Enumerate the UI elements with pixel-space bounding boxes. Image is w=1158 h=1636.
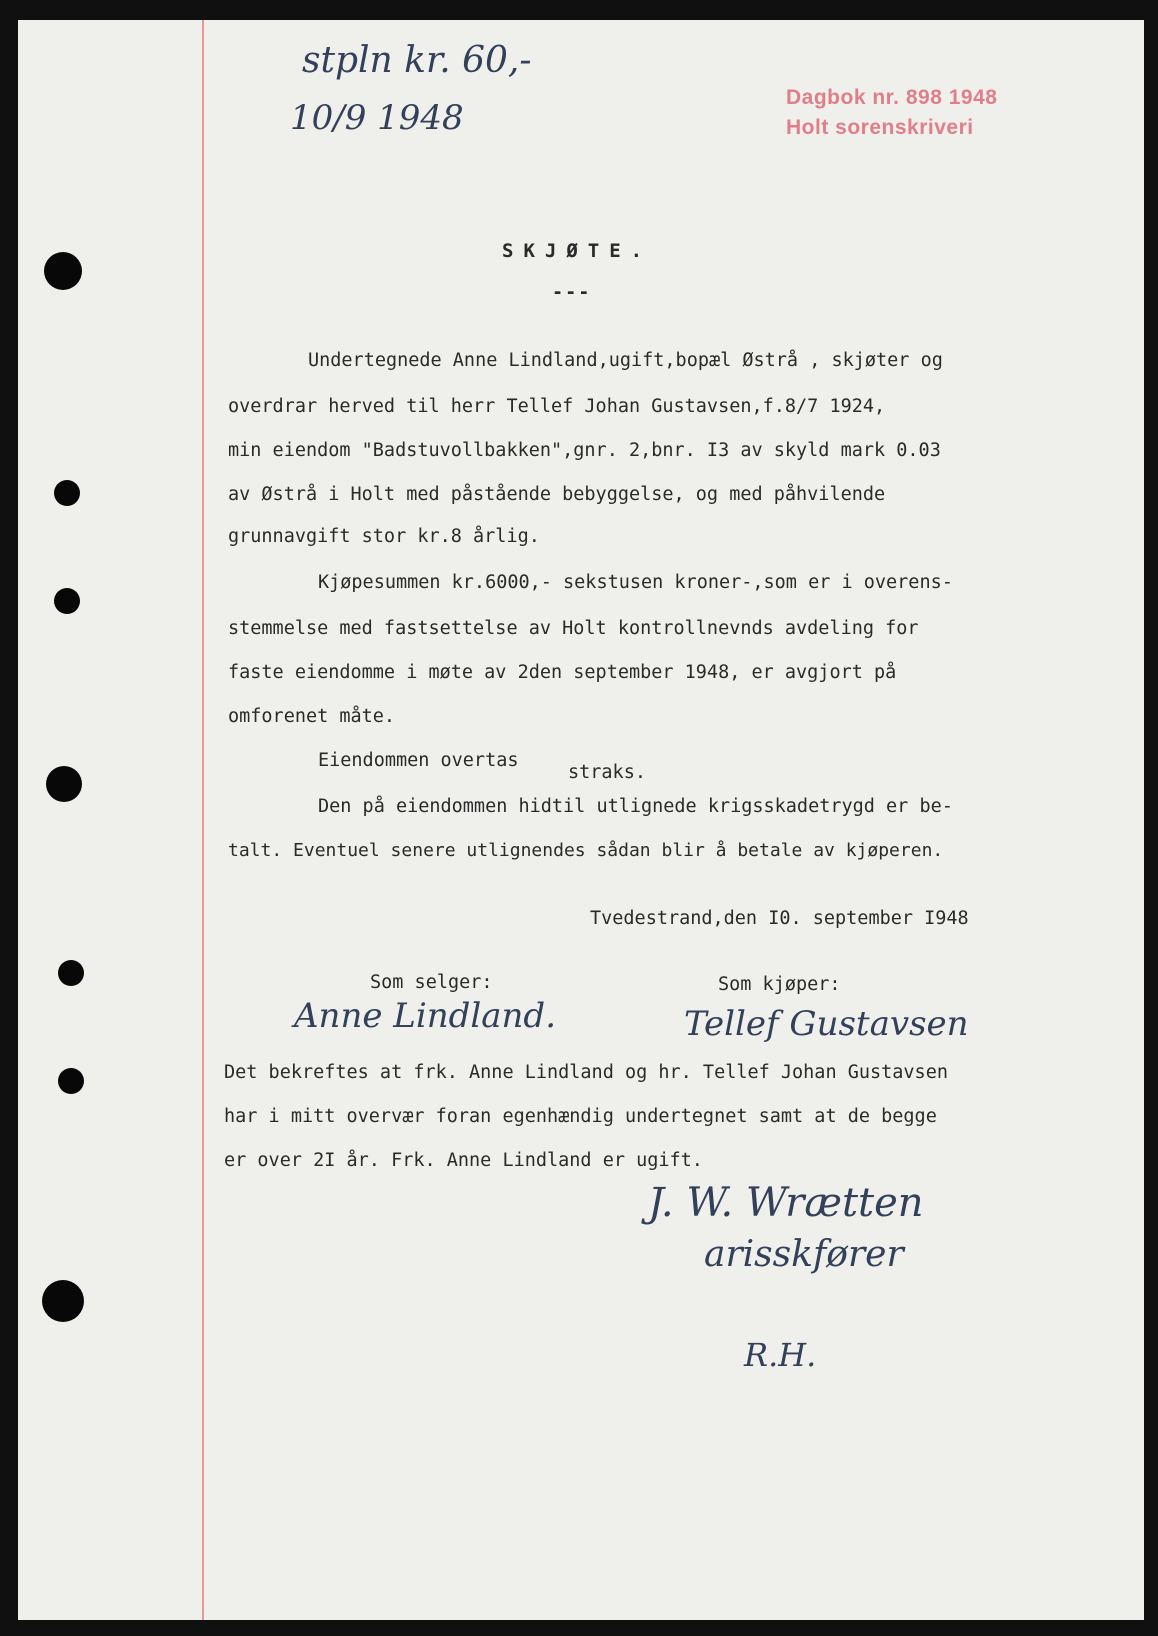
- binder-hole: [54, 480, 80, 506]
- body-line: stemmelse med fastsettelse av Holt kontrollnevnds avdeling for: [228, 618, 919, 639]
- officer-signature: J. W. Wrætten: [648, 1180, 924, 1226]
- binder-hole: [42, 1280, 84, 1322]
- margin-rule: [202, 20, 204, 1620]
- document-title: SKJØTE.: [502, 240, 653, 262]
- handwritten-date-note: 10/9 1948: [290, 98, 464, 138]
- document-page: [18, 20, 1144, 1620]
- body-line: overdrar herved til herr Tellef Johan Gustavsen,f.8/7 1924,: [228, 396, 886, 417]
- binder-hole: [58, 1068, 84, 1094]
- buyer-signature: Tellef Gustavsen: [684, 1004, 969, 1044]
- attestation-line: Det bekreftes at frk. Anne Lindland og hr. Tellef Johan Gustavsen: [224, 1062, 948, 1083]
- seller-signature: Anne Lindland.: [294, 996, 557, 1036]
- body-line: av Østrå i Holt med påstående bebyggelse, og med påhvilende: [228, 484, 886, 505]
- body-line: Den på eiendommen hidtil utlignede krigsskadetrygd er be-: [318, 796, 953, 817]
- body-line: min eiendom "Badstuvollbakken",gnr. 2,bnr. I3 av skyld mark 0.03: [228, 440, 941, 461]
- registry-stamp-line-1: Dagbok nr. 898 1948: [786, 86, 998, 109]
- attestation-line: har i mitt overvær foran egenhændig undertegnet samt at de begge: [224, 1106, 937, 1127]
- binder-hole: [44, 252, 82, 290]
- binder-hole: [58, 960, 84, 986]
- body-line: grunnavgift stor kr.8 årlig.: [228, 526, 540, 547]
- body-line: straks.: [568, 762, 646, 783]
- attestation-line: er over 2I år. Frk. Anne Lindland er ugift.: [224, 1150, 703, 1171]
- body-line: Kjøpesummen kr.6000,- sekstusen kroner-,som er i overens-: [318, 572, 953, 593]
- body-line: omforenet måte.: [228, 706, 396, 727]
- officer-title-signature: arisskfører: [704, 1234, 904, 1275]
- binder-hole: [54, 588, 80, 614]
- buyer-label: Som kjøper:: [718, 974, 841, 995]
- initials: R.H.: [744, 1336, 817, 1374]
- title-underline: ---: [552, 282, 592, 303]
- body-line: Undertegnede Anne Lindland,ugift,bopæl Østrå , skjøter og: [308, 350, 943, 371]
- handwritten-fee-note: stpln kr. 60,-: [302, 40, 532, 81]
- binder-hole: [46, 766, 82, 802]
- registry-stamp-line-2: Holt sorenskriveri: [786, 116, 974, 139]
- body-line: talt. Eventuel senere utlignendes sådan blir å betale av kjøperen.: [228, 840, 944, 861]
- body-line: Eiendommen overtas: [318, 750, 519, 771]
- place-date: Tvedestrand,den I0. september I948: [590, 908, 969, 929]
- body-line: faste eiendomme i møte av 2den september 1948, er avgjort på: [228, 662, 897, 683]
- seller-label: Som selger:: [370, 972, 493, 993]
